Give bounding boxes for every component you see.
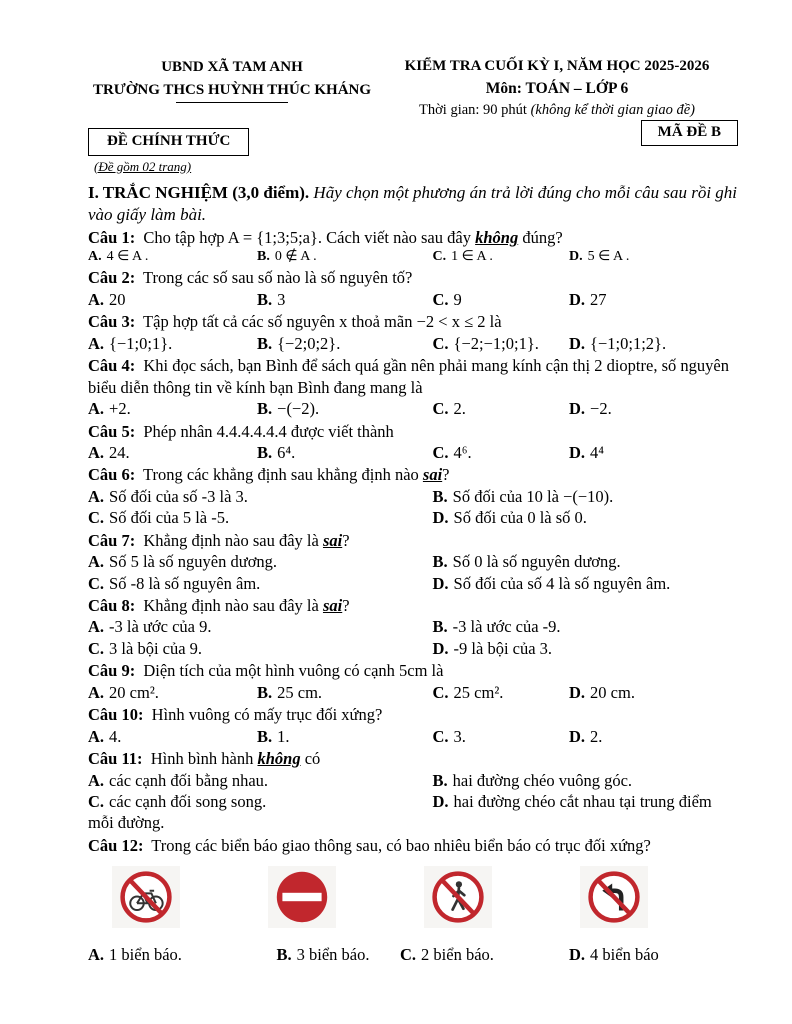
question-10-text: Câu 10: Hình vuông có mấy trục đối xứng? [88,705,383,725]
exam-duration [376,100,738,121]
question-6-emphasis: sai [422,465,443,485]
no-entry-sign [268,866,336,928]
question-7-options-row [88,573,738,594]
question-3 [88,311,738,354]
issuing-org [88,56,376,121]
question-3-label: Câu 3: [88,312,136,332]
q9-option-A: A. 20 cm². [88,682,159,702]
question-12-label: Câu 12: [88,835,144,855]
q5-option-C: C. 4⁶. [432,442,472,462]
question-11-label: Câu 11: [88,749,143,769]
q11-option-D: D. hai đường chéo cắt nhau tại trung điểm mỗi đường. [88,791,712,833]
q8-option-C: C. 3 là bội của 9. [88,638,203,658]
q2-option-B: B. 3 [257,289,286,309]
question-8 [88,595,738,659]
document-header [88,56,738,121]
q12-option-D: D. 4 biển báo [569,945,659,965]
q1-option-D: D. 5 ∈ A . [569,249,630,265]
question-9-text: Câu 9: Diện tích của một hình vuông có cạnh 5cm là [88,661,444,681]
question-8-options-row [88,638,738,659]
exam-subject: Môn: TOÁN – LỚP 6 [485,79,629,97]
traffic-signs-row [112,866,738,928]
question-8-label: Câu 8: [88,596,136,615]
question-6-text: Câu 6: Trong các khẳng định sau khẳng định nào sai? [88,465,450,485]
no-bicycle-icon [119,870,173,924]
q11-option-A: A. các cạnh đối bằng nhau. [88,770,269,790]
question-8-emphasis: sai [322,596,343,615]
question-8-text: Câu 8: Khẳng định nào sau đây là sai? [88,596,350,615]
q2-option-A: A. 20 [88,289,126,309]
question-7-options-row [88,551,738,572]
q4-option-C: C. 2. [432,399,466,419]
q6-option-B: B. Số đối của 10 là −(−10). [432,486,614,506]
section-title-bold: I. TRẮC NGHIỆM (3,0 điểm). [88,182,314,202]
q3-option-B: B. {−2;0;2}. [257,333,341,353]
no-pedestrian-icon [431,870,485,924]
q9-option-C: C. 25 cm². [432,682,504,702]
duration-note: (không kể thời gian giao đề) [530,102,695,119]
pages-note: (Đề gồm 02 trang) [94,158,192,174]
question-11-options-row [88,770,738,791]
q3-option-C: C. {−2;−1;0;1}. [432,333,539,353]
question-10 [88,704,738,747]
question-2 [88,267,738,310]
org-underline [176,102,288,103]
q5-option-D: D. 4⁴ [569,442,605,462]
question-1-text: Câu 1: Cho tập hợp A = {1;3;5;a}. Cách viết nào sau đây không đúng? [88,227,563,247]
q8-option-D: D. -9 là bội của 3. [432,638,553,658]
q5-option-A: A. 24. [88,442,130,462]
question-11 [88,748,738,834]
question-5-label: Câu 5: [88,421,136,441]
q4-option-A: A. +2. [88,399,131,419]
no-bicycle-sign [112,866,180,928]
org-name-line1: UBND XÃ TAM ANH [161,59,303,75]
q7-option-A: A. Số 5 là số nguyên dương. [88,552,278,572]
question-10-options-row [88,726,738,747]
q1-option-A: A. 4 ∈ A . [88,249,149,265]
q10-option-A: A. 4. [88,726,122,746]
question-5 [88,421,738,464]
question-9-label: Câu 9: [88,661,136,681]
q7-option-C: C. Số -8 là số nguyên âm. [88,573,261,593]
exam-code-box: MÃ ĐỀ B [641,120,738,146]
question-4 [88,355,738,419]
q2-option-D: D. 27 [569,289,607,309]
label-boxes-row [88,124,738,175]
question-11-emphasis: không [257,749,301,769]
question-12-options-row [88,944,738,965]
question-10-label: Câu 10: [88,705,144,725]
q3-option-A: A. {−1;0;1}. [88,333,173,353]
q10-option-B: B. 1. [257,726,290,746]
question-11-text: Câu 11: Hình bình hành không có [88,749,321,769]
q7-option-B: B. Số 0 là số nguyên dương. [432,552,621,572]
question-9-options-row [88,682,738,703]
q6-option-C: C. Số đối của 5 là -5. [88,508,230,528]
q8-option-A: A. -3 là ước của 9. [88,617,212,637]
q5-option-B: B. 6⁴. [257,442,296,462]
question-6-options-row [88,486,738,507]
question-12-text: Câu 12: Trong các biển báo giao thông sau, có bao nhiêu biển báo có trục đối xứng? [88,835,651,855]
official-exam-box: ĐỀ CHÍNH THỨC [88,128,249,156]
question-9 [88,660,738,703]
question-6-label: Câu 6: [88,465,136,485]
q7-option-D: D. Số đối của số 4 là số nguyên âm. [432,573,671,593]
no-entry-icon [274,869,330,925]
q9-option-D: D. 20 cm. [569,682,635,702]
question-2-text: Câu 2: Trong các số sau số nào là số nguyên tố? [88,268,413,288]
question-6-options-row [88,507,738,528]
q9-option-B: B. 25 cm. [257,682,323,702]
question-7-label: Câu 7: [88,530,136,550]
section-instructions: Hãy chọn một phương án trả lời đúng cho mỗi câu sau rồi ghi vào giấy làm bài. [88,182,738,224]
q10-option-C: C. 3. [432,726,466,746]
question-1-label: Câu 1: [88,227,136,247]
q12-option-A: A. 1 biển báo. [88,945,182,965]
question-1-emphasis: không [475,227,519,247]
q6-option-A: A. Số đối của số -3 là 3. [88,486,248,506]
official-box-group [88,128,249,175]
q12-option-C: C. 2 biển báo. [400,945,494,965]
question-5-options-row [88,442,738,463]
exam-title: KIỂM TRA CUỐI KỲ I, NĂM HỌC 2025-2026 [404,58,710,74]
question-5-text: Câu 5: Phép nhân 4.4.4.4.4.4 được viết thành [88,421,394,441]
q10-option-D: D. 2. [569,726,603,746]
no-left-turn-icon [587,870,641,924]
question-3-options-row [88,333,738,354]
no-left-turn-sign [580,866,648,928]
questions-container [88,227,738,966]
q4-option-B: B. −(−2). [257,399,320,419]
question-6 [88,464,738,528]
q3-option-D: D. {−1;0;1;2}. [569,333,667,353]
q11-option-C: C. các cạnh đối song song. [88,791,267,811]
section-title [88,182,738,226]
q6-option-D: D. Số đối của 0 là số 0. [432,508,587,528]
question-3-text: Câu 3: Tập hợp tất cả các số nguyên x thoả mãn −2 < x ≤ 2 là [88,312,502,332]
question-2-options-row [88,289,738,310]
question-4-options-row [88,398,738,419]
question-2-label: Câu 2: [88,268,136,288]
q12-option-B: B. 3 biển báo. [276,945,370,965]
q4-option-D: D. −2. [569,399,612,419]
question-12 [88,835,738,966]
question-1 [88,227,738,267]
question-11-options-row [88,791,738,834]
no-pedestrian-sign [424,866,492,928]
q8-option-B: B. -3 là ước của -9. [432,617,561,637]
question-8-options-row [88,616,738,637]
exam-info [376,56,738,121]
question-7 [88,530,738,594]
question-7-text: Câu 7: Khẳng định nào sau đây là sai? [88,530,350,550]
q1-option-B: B. 0 ∉ A . [257,249,317,265]
question-1-options-row [88,248,738,266]
org-name-line2: TRƯỜNG THCS HUỲNH THÚC KHÁNG [92,81,372,98]
question-7-emphasis: sai [322,530,343,550]
question-4-text: Câu 4: Khi đọc sách, bạn Bình để sách quá gần nên phải mang kính cận thị 2 dioptre, số nguyên biểu diễn thông tin về kính bạn Bình đang mang là [88,356,729,397]
q2-option-C: C. 9 [432,289,462,309]
duration-text: Thời gian: 90 phút [419,102,531,119]
q1-option-C: C. 1 ∈ A . [432,249,493,265]
q11-option-B: B. hai đường chéo vuông góc. [432,770,633,790]
question-4-label: Câu 4: [88,356,136,376]
